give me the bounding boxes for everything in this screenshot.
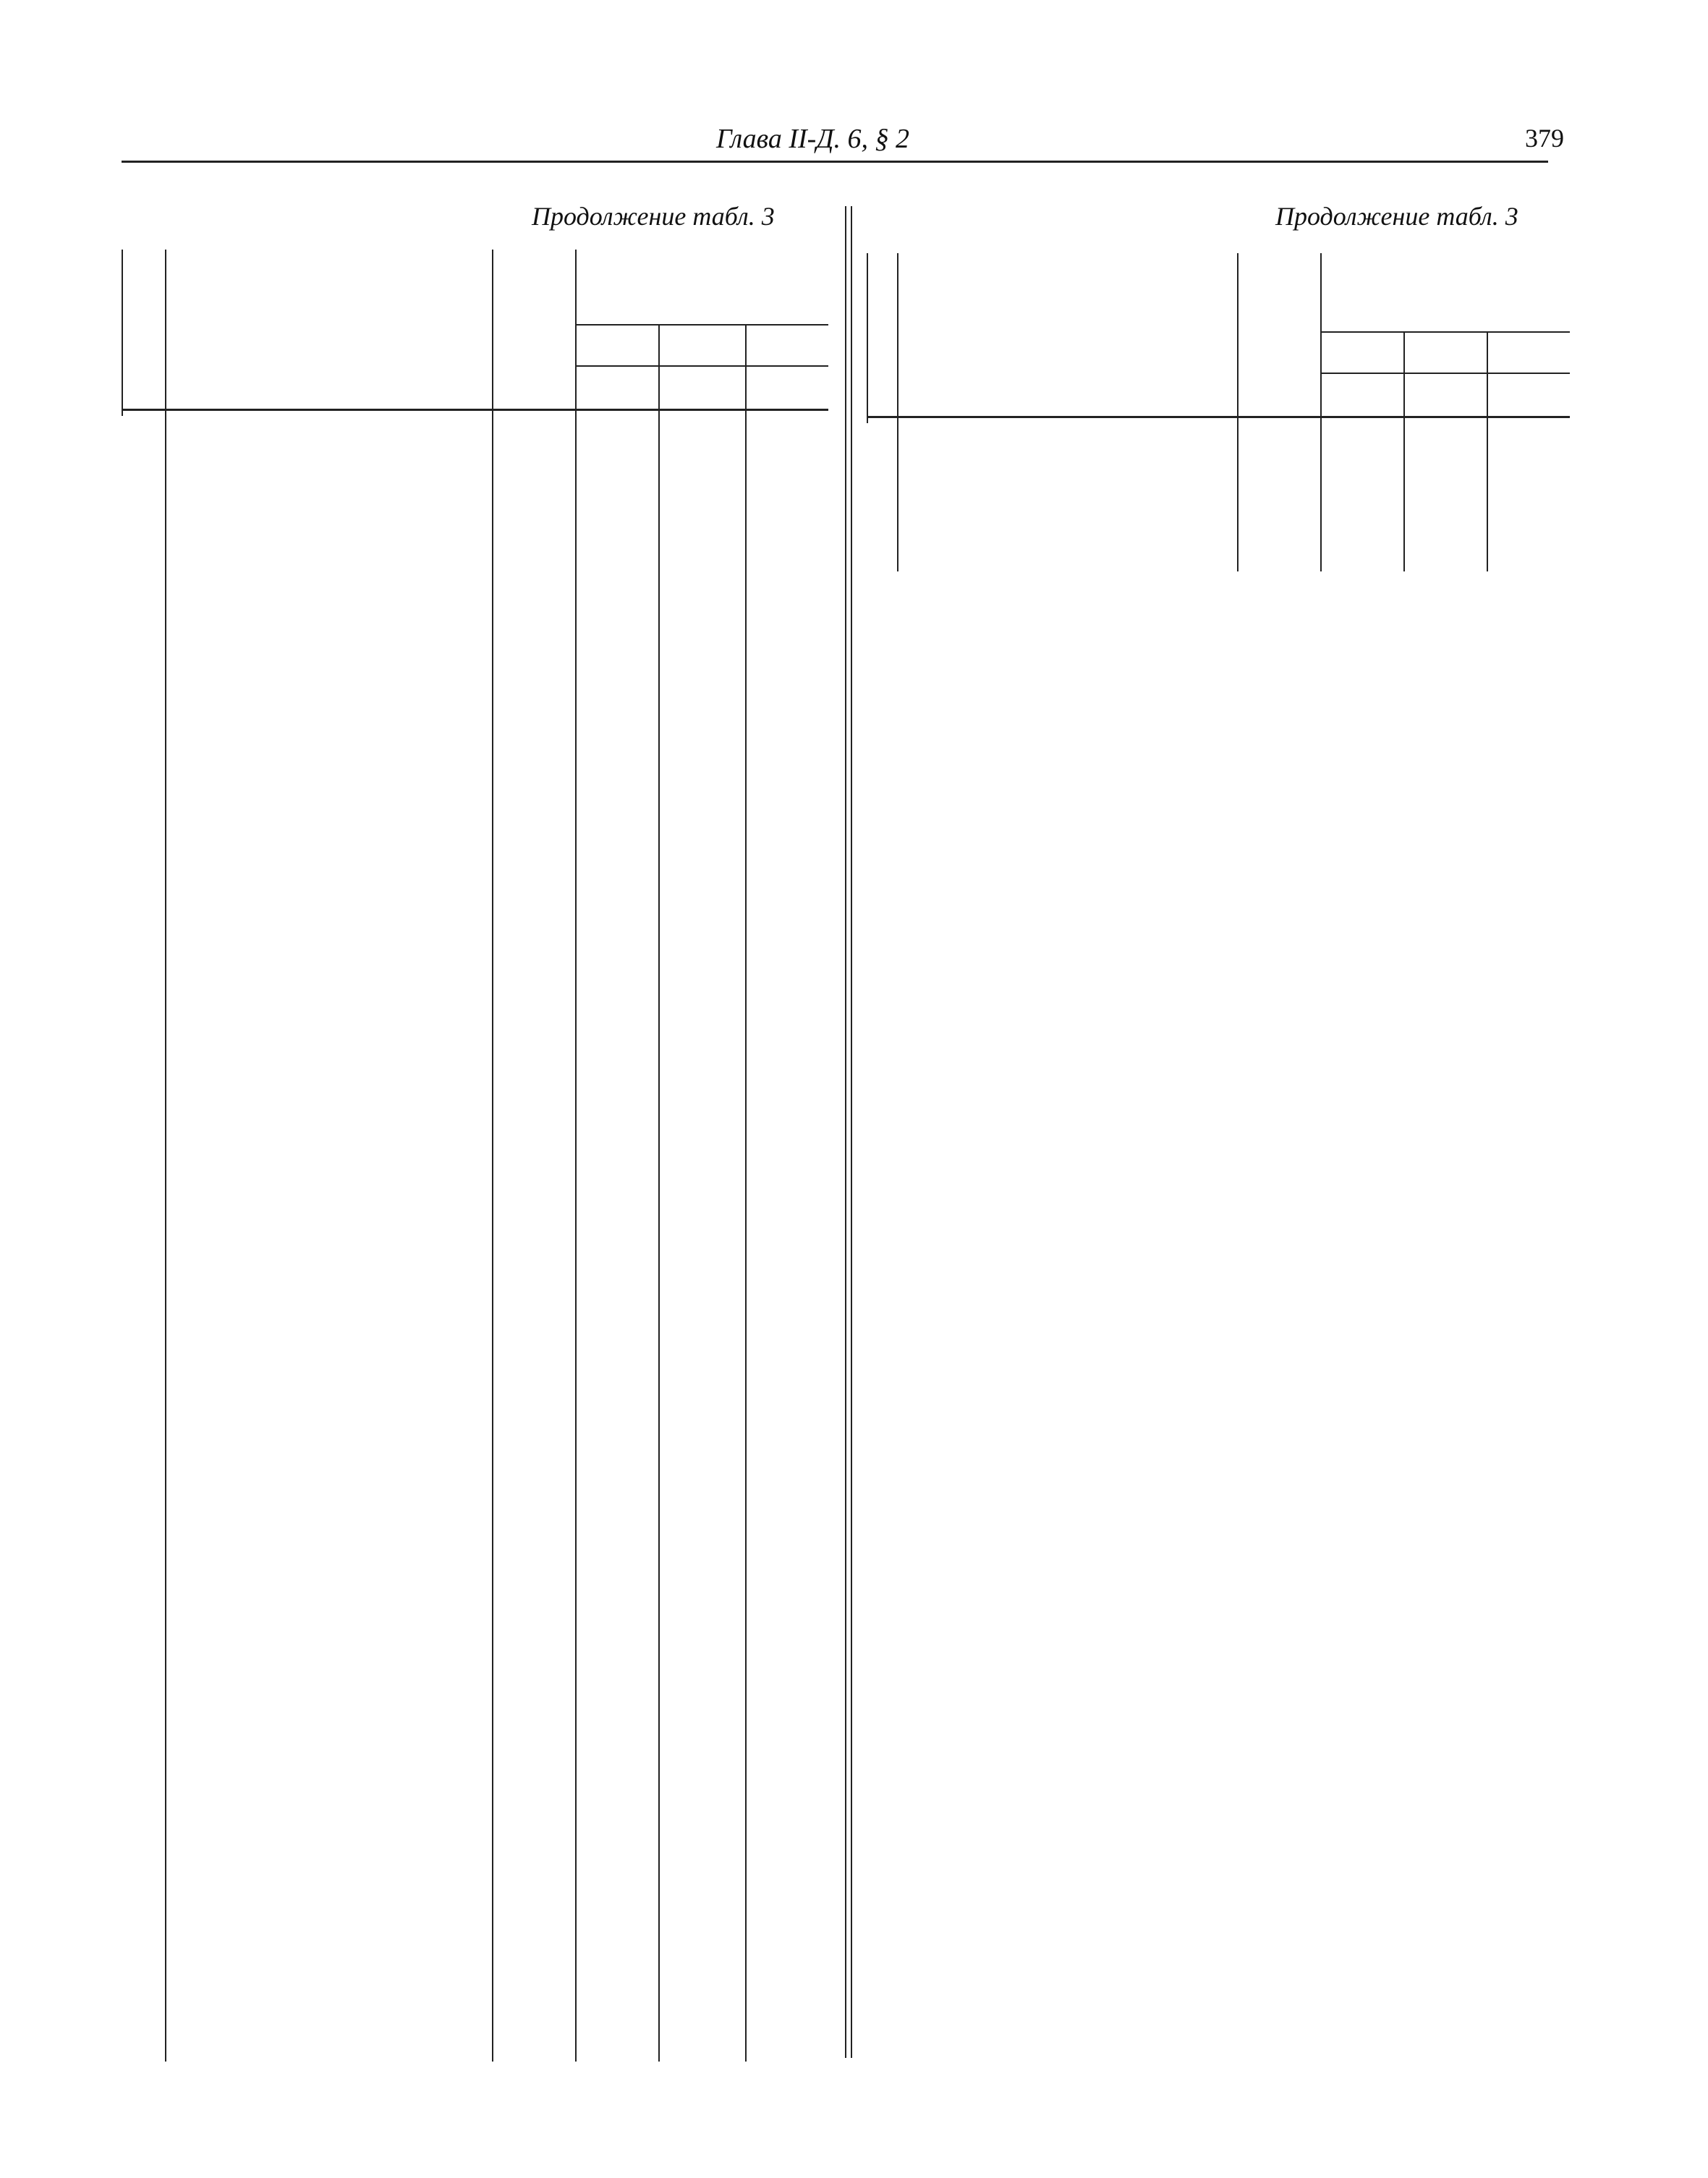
table-rule <box>1237 253 1238 571</box>
column-divider <box>845 206 846 2058</box>
page-number: 379 <box>1525 124 1564 153</box>
column-divider <box>851 206 852 2058</box>
table-rule <box>492 250 493 2062</box>
table-rule <box>122 409 828 411</box>
table-rule <box>1320 331 1570 333</box>
table-rule <box>867 416 1570 418</box>
table-rule <box>745 326 747 2062</box>
table-rule <box>1320 373 1570 374</box>
table-continuation-left: Продолжение табл. 3 <box>532 202 775 231</box>
table-rule <box>122 250 123 416</box>
table-rule <box>1403 333 1405 571</box>
table-continuation-right: Продолжение табл. 3 <box>1275 202 1518 231</box>
table-rule <box>867 253 868 423</box>
table-rule <box>658 326 660 2062</box>
table-rule <box>575 365 828 367</box>
running-header: Глава II-Д. 6, § 2 <box>716 124 910 154</box>
table-rule <box>575 250 577 2062</box>
table-rule <box>575 324 828 326</box>
table-rule <box>1487 333 1488 571</box>
table-rule <box>897 253 898 571</box>
table-rule <box>1320 253 1322 571</box>
header-rule <box>122 161 1548 163</box>
table-rule <box>165 250 166 2062</box>
